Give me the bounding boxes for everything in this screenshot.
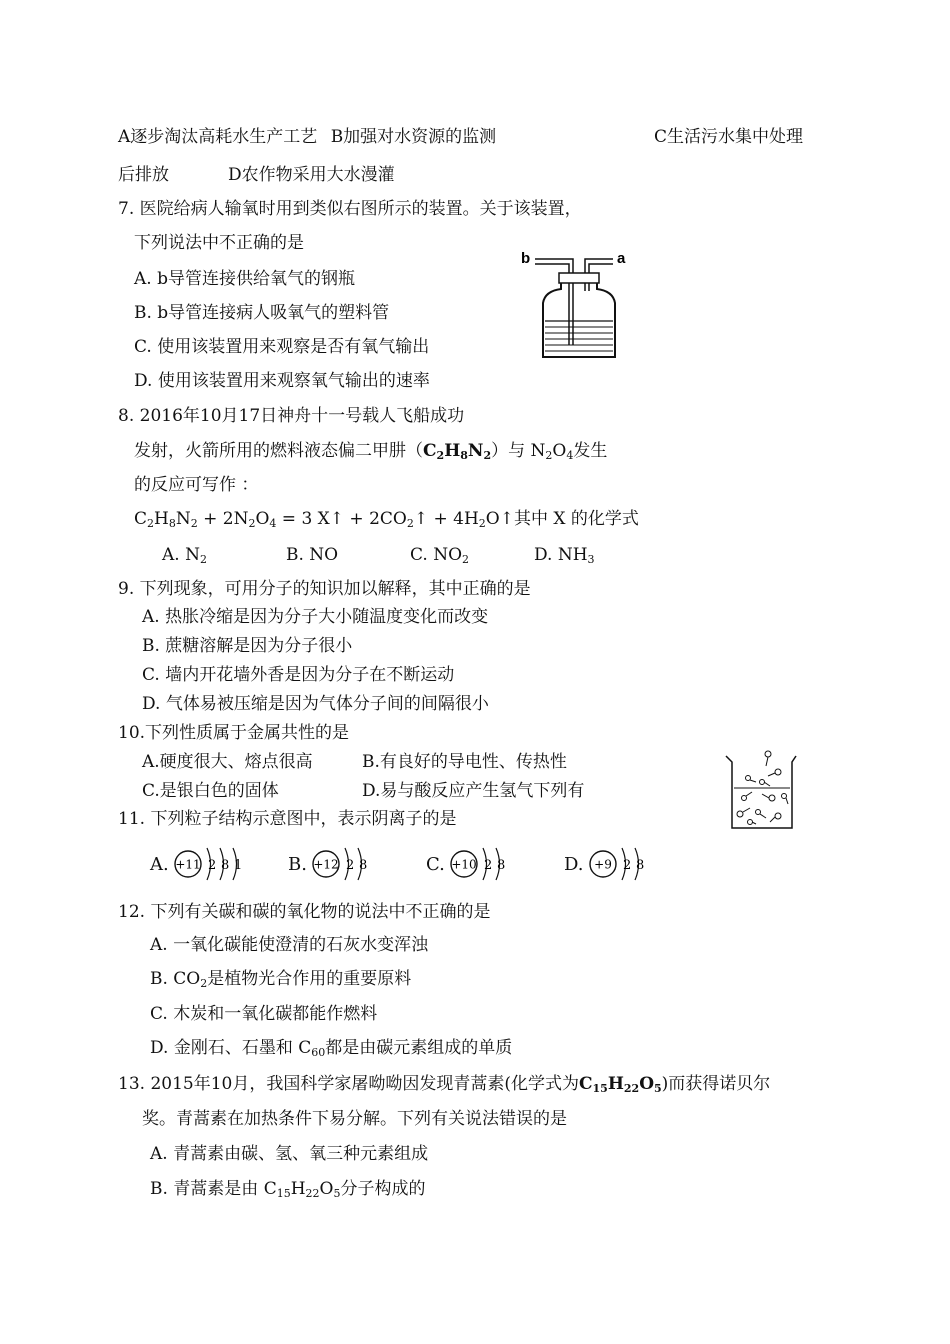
gas-bottle-figure <box>515 245 635 365</box>
atom-structure <box>173 844 250 884</box>
q13-option-b: B. 青蒿素是由 $C_{15}H_{22}O_5$分子构成的 <box>150 1179 426 1200</box>
q8-option-a: A. $N_2$ <box>162 545 207 566</box>
q9-option-b: B. 蔗糖溶解是因为分子很小 <box>142 636 353 656</box>
q9-option-d: D. 气体易被压缩是因为气体分子间的间隔很小 <box>142 694 489 714</box>
q6-option-a: A逐步淘汰高耗水生产工艺 <box>118 127 318 147</box>
electron-count: 8 <box>635 858 644 873</box>
atom-diagram-option-c <box>426 844 513 884</box>
q9-stem: 9. 下列现象，可用分子的知识加以解释，其中正确的是 <box>118 579 531 599</box>
q12-option-a: A. 一氧化碳能使澄清的石灰水变浑浊 <box>150 935 429 955</box>
q10-stem: 10.下列性质属于金属共性的是 <box>118 723 350 743</box>
q6-option-d: D农作物采用大水漫灌 <box>228 165 395 185</box>
atom-diagram-option-d <box>564 844 652 884</box>
atom-option-label: A. <box>150 853 169 875</box>
atom-diagram-option-a <box>150 844 250 884</box>
q7-option-d: D. 使用该装置用来观察氧气输出的速率 <box>134 371 430 391</box>
atom-structure <box>449 844 513 884</box>
beaker-molecules-figure <box>722 746 798 832</box>
atom-option-label: C. <box>426 853 445 875</box>
q7-option-a: A. b导管连接供给氧气的钢瓶 <box>134 269 355 289</box>
q10-option-c: C.是银白色的固体 <box>142 781 279 801</box>
q8-option-c: C. $NO_2$ <box>410 545 470 566</box>
q6-option-c-cont: 后排放 <box>118 165 169 185</box>
q7-option-b: B. b导管连接病人吸氧气的塑料管 <box>134 303 390 323</box>
q8-stem-cont2: 的反应可写作 ： <box>134 475 259 495</box>
electron-count: 2 <box>483 858 493 873</box>
q8-option-b: B. NO <box>286 545 339 565</box>
q13-option-a: A. 青蒿素由碳、氢、氧三种元素组成 <box>150 1144 429 1164</box>
nucleus-charge: +12 <box>313 857 339 872</box>
nucleus-charge: +11 <box>175 857 201 872</box>
electron-count: 2 <box>207 858 217 873</box>
q12-stem: 12. 下列有关碳和碳的氧化物的说法中不正确的是 <box>118 902 491 922</box>
electron-count: 8 <box>220 858 230 873</box>
q12-option-b: B. $CO_2$是植物光合作用的重要原料 <box>150 969 412 990</box>
q8-stem: 8. 2016年10月17日神舟十一号载人飞船成功 <box>118 406 465 426</box>
q8-equation: $C_2H_8N_2 + 2N_2O_4 = 3$ X↑ + $2CO_2↑$ + $4H_2O↑$其中 X 的化学式 <box>134 509 639 530</box>
q7-option-c: C. 使用该装置用来观察是否有氧气输出 <box>134 337 430 357</box>
q13-stem: 13. 2015年10月，我国科学家屠呦呦因发现青蒿素(化学式为$C_{15}H_{22}O_5$)而获得诺贝尔 <box>118 1074 771 1095</box>
fuel-formula: $C_2H_8N_2$ <box>423 441 492 462</box>
atom-option-label: B. <box>288 853 307 875</box>
q6-option-b: B加强对水资源的监测 <box>330 127 497 147</box>
q8-option-d: D. $NH_3$ <box>534 545 595 566</box>
q9-option-c: C. 墙内开花墙外香是因为分子在不断运动 <box>142 665 455 685</box>
q12-option-d: D. 金刚石、石墨和 $C_{60}$都是由碳元素组成的单质 <box>150 1038 513 1059</box>
q10-option-a: A.硬度很大、熔点很高 <box>142 752 313 772</box>
q7-stem: 7. 医院给病人输氧时用到类似右图所示的装置。关于该装置， <box>118 199 582 219</box>
electron-count: 2 <box>345 858 355 873</box>
q6-option-c: C生活污水集中处理 <box>654 127 804 147</box>
q7-stem-cont: 下列说法中不正确的是 <box>134 233 304 253</box>
nucleus-charge: +10 <box>451 857 477 872</box>
q10-option-d: D.易与酸反应产生氢气下列有 <box>362 781 585 801</box>
atom-structure <box>311 844 375 884</box>
fig-label-b: b <box>521 250 531 267</box>
q12-option-c: C. 木炭和一氧化碳都能作燃料 <box>150 1004 378 1024</box>
atom-diagram-option-b <box>288 844 375 884</box>
fig-label-a: a <box>617 250 626 267</box>
q9-option-a: A. 热胀冷缩是因为分子大小随温度变化而改变 <box>142 607 489 627</box>
q8-stem-cont: 发射，火箭所用的燃料液态偏二甲肼$(C_2H_8N_2)$与 $N_2O_4$发生 <box>134 441 608 462</box>
atom-option-label: D. <box>564 853 584 875</box>
artemisinin-formula: $C_{15}H_{22}O_5$ <box>578 1074 662 1095</box>
electron-count: 2 <box>622 858 631 873</box>
electron-count: 8 <box>358 858 368 873</box>
electron-count: 1 <box>233 858 243 873</box>
q10-option-b: B.有良好的导电性、传热性 <box>362 752 567 772</box>
atom-structure <box>588 844 652 884</box>
q6-line1 <box>118 126 496 148</box>
q13-stem-cont: 奖。青蒿素在加热条件下易分解。下列有关说法错误的是 <box>142 1109 567 1129</box>
nucleus-charge: +9 <box>593 857 612 872</box>
electron-count: 8 <box>496 858 506 873</box>
q11-stem: 11. 下列粒子结构示意图中，表示阴离子的是 <box>118 809 457 829</box>
